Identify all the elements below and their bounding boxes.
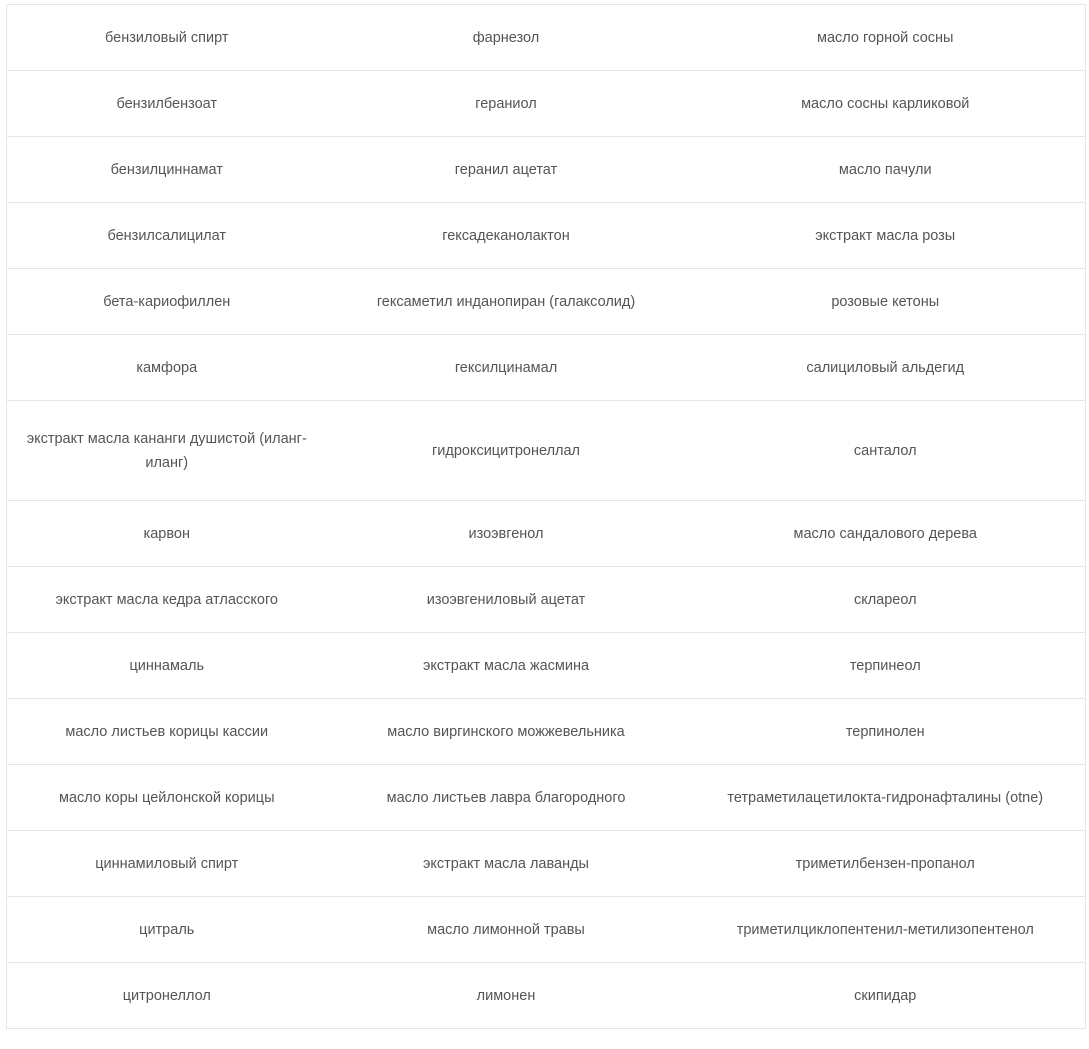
table-row	[7, 5, 1086, 71]
table-cell: цитраль	[7, 897, 327, 963]
table-cell: камфора	[7, 335, 327, 401]
table-cell: триметилбензен-пропанол	[686, 831, 1086, 897]
table-cell: изоэвгенол	[327, 501, 686, 567]
table-row	[7, 963, 1086, 1029]
table-cell: масло лимонной травы	[327, 897, 686, 963]
ingredients-table-container	[6, 4, 1085, 1029]
table-cell: экстракт масла кедра атласского	[7, 567, 327, 633]
table-cell: циннамиловый спирт	[7, 831, 327, 897]
table-cell: экстракт масла розы	[686, 203, 1086, 269]
table-cell: гексилцинамал	[327, 335, 686, 401]
table-cell: бензилциннамат	[7, 137, 327, 203]
table-cell: фарнезол	[327, 5, 686, 71]
table-cell: бензиловый спирт	[7, 5, 327, 71]
table-cell: масло коры цейлонской корицы	[7, 765, 327, 831]
table-cell: терпинолен	[686, 699, 1086, 765]
table-row	[7, 269, 1086, 335]
table-cell: бета-кариофиллен	[7, 269, 327, 335]
table-cell: скипидар	[686, 963, 1086, 1029]
table-row	[7, 831, 1086, 897]
table-row	[7, 699, 1086, 765]
table-row	[7, 335, 1086, 401]
table-row	[7, 203, 1086, 269]
table-row	[7, 71, 1086, 137]
table-cell: триметилциклопентенил-метилизопентенол	[686, 897, 1086, 963]
table-row	[7, 897, 1086, 963]
table-cell: гексаметил инданопиран (галаксолид)	[327, 269, 686, 335]
table-cell: склареол	[686, 567, 1086, 633]
table-cell: гидроксицитронеллал	[327, 401, 686, 501]
table-cell: масло виргинского можжевельника	[327, 699, 686, 765]
table-cell: розовые кетоны	[686, 269, 1086, 335]
table-cell: масло сандалового дерева	[686, 501, 1086, 567]
table-cell: геранил ацетат	[327, 137, 686, 203]
table-cell: бензилсалицилат	[7, 203, 327, 269]
ingredients-table	[6, 4, 1086, 1029]
table-cell: экстракт масла лаванды	[327, 831, 686, 897]
table-cell: масло листьев корицы кассии	[7, 699, 327, 765]
table-cell: санталол	[686, 401, 1086, 501]
table-cell: салициловый альдегид	[686, 335, 1086, 401]
table-row	[7, 501, 1086, 567]
table-cell: терпинеол	[686, 633, 1086, 699]
table-cell: бензилбензоат	[7, 71, 327, 137]
table-cell: масло листьев лавра благородного	[327, 765, 686, 831]
table-cell: гексадеканолактон	[327, 203, 686, 269]
table-cell: циннамаль	[7, 633, 327, 699]
table-cell: масло горной сосны	[686, 5, 1086, 71]
table-row	[7, 765, 1086, 831]
table-cell: карвон	[7, 501, 327, 567]
table-cell: экстракт масла кананги душистой (иланг-иланг)	[7, 401, 327, 501]
table-row	[7, 567, 1086, 633]
table-cell: гераниол	[327, 71, 686, 137]
table-cell: цитронеллол	[7, 963, 327, 1029]
table-cell: масло пачули	[686, 137, 1086, 203]
table-cell: масло сосны карликовой	[686, 71, 1086, 137]
table-cell: экстракт масла жасмина	[327, 633, 686, 699]
table-row	[7, 401, 1086, 501]
table-row	[7, 137, 1086, 203]
table-cell: тетраметилацетилокта-гидронафталины (otne)	[686, 765, 1086, 831]
table-cell: лимонен	[327, 963, 686, 1029]
table-cell: изоэвгениловый ацетат	[327, 567, 686, 633]
table-row	[7, 633, 1086, 699]
